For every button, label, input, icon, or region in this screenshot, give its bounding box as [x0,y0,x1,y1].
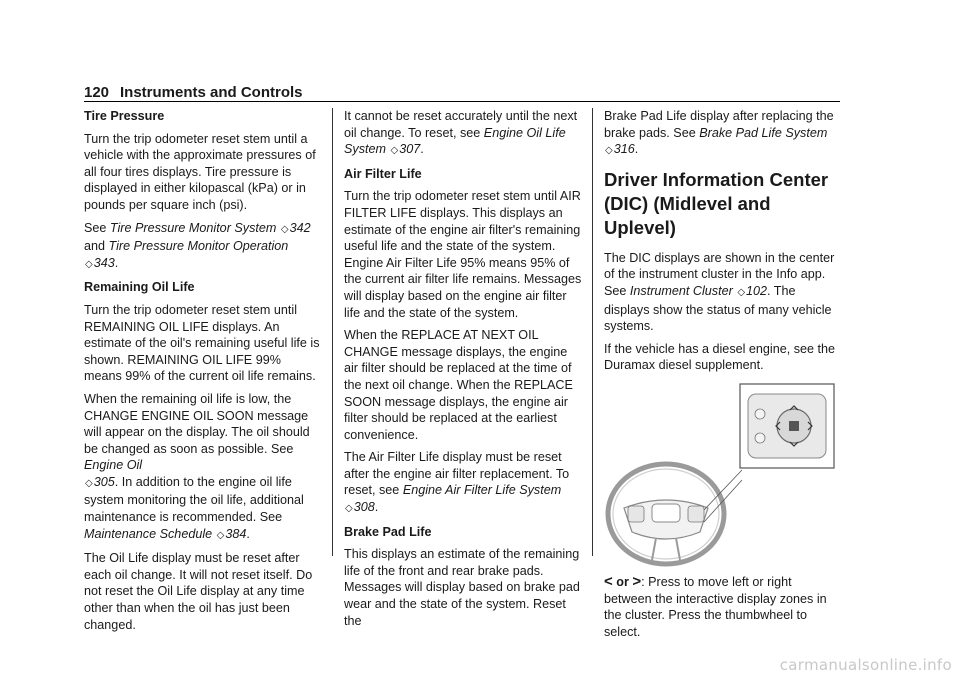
xref-page-307[interactable]: 307 [399,142,421,157]
brake-pad-text: This displays an estimate of the remaining life of the front and rear brake pads. Messages will display based on brake pad wear and the state of the system. Reset the [344,547,580,628]
left-chevron-icon: < [604,572,613,590]
xref-engine-air-filter-life-system[interactable]: Engine Air Filter Life System [402,483,562,498]
xref-arrow-icon: ◇ [280,223,289,235]
page-number: 120 [84,84,110,101]
xref-brake-pad-life-system[interactable]: Brake Pad Life System [699,125,828,140]
remaining-oil-life-heading: Remaining Oil Life [84,280,195,295]
right-chevron-icon: > [632,572,642,590]
brake-cont-text: Brake Pad Life display after replacing the brake pads. See [604,109,834,140]
xref-engine-oil-life-system[interactable]: Engine Oil Life System [344,125,566,157]
dic-text-2: If the vehicle has a diesel engine, see the Duramax diesel supplement. [604,341,836,373]
xref-arrow-icon: ◇ [345,503,353,515]
xref-page-308[interactable]: 308 [353,500,375,515]
air-text-3a: The Air Filter Life display must be reset after the engine air filter replacement. To reset, see [344,450,570,498]
steering-wheel-icon [604,380,842,570]
oil-text-2a: When the remaining oil life is low, the CHANGE ENGINE OIL SOON message will appear on the display. The oil should be changed as soon as possible. See [84,391,310,456]
oil-life-text-3: The Oil Life display must be reset after each oil change. It will not reset itself. Do not reset the Oil Life display at any time other than when the oil has just been changed. [84,551,313,632]
period: . [634,142,639,157]
xref-arrow-icon: ◇ [737,286,746,298]
xref-page-384[interactable]: 384 [225,526,247,541]
xref-page-342[interactable]: 342 [289,220,311,235]
watermark: carmanualsonline.info [779,656,952,674]
button-description-text: : Press to move left or right between the interactive display zones in the cluster. Press the thumbwheel to select. [604,574,827,639]
dic-text-1b: . The displays show the status of many vehicle systems. [604,283,832,334]
oil-text-2b: . In addition to the engine oil life system monitoring the oil life, additional maintenance is recommended. See [84,474,304,525]
page-header [84,80,840,102]
phone-button-icon [755,433,765,443]
oil-reset-paragraph [344,108,582,160]
right-spoke-buttons [688,506,704,522]
air-filter-text-2: When the REPLACE AT NEXT OIL CHANGE message displays, the engine air filter should be replaced at the time of the next oil change. When the REPLACE SOON message displays, the engine air filter should be replaced at the earliest convenience. [344,328,573,442]
period: . [374,500,379,515]
header-rule [84,101,840,102]
xref-engine-oil[interactable]: Engine Oil [84,458,143,473]
xref-page-102[interactable]: 102 [746,283,768,298]
xref-tire-pressure-monitor-operation[interactable]: Tire Pressure Monitor Operation [108,239,289,254]
dic-heading: Driver Information Center (DIC) (Midlevel and Uplevel) [604,168,829,238]
or-word: or [616,574,629,589]
period: . [114,255,119,270]
left-right-button-description [604,574,842,640]
oil-life-text-2 [84,391,322,544]
brake-pad-life-heading: Brake Pad Life [344,524,432,539]
xref-instrument-cluster[interactable]: Instrument Cluster [629,283,733,298]
xref-arrow-icon: ◇ [85,258,93,270]
voice-button-icon [755,409,765,419]
xref-arrow-icon: ◇ [605,145,613,157]
air-filter-text-3 [344,449,582,517]
column-divider [332,108,333,556]
steering-wheel-illustration [604,380,842,570]
thumbwheel-center [789,421,799,431]
xref-arrow-icon: ◇ [85,477,93,489]
period: . [420,142,424,157]
section-title: Instruments and Controls [120,84,303,101]
column-2 [344,108,582,635]
tire-pressure-heading: Tire Pressure [84,109,165,123]
tire-pressure-text: Turn the trip odometer reset stem until a vehicle with the approximate pressures of all four tires displays. Tire pressure is displayed in either kilopascal (kPa) or in pounds per square inch (psi). [84,131,316,212]
lower-spoke [652,538,680,560]
oil-reset-text: It cannot be reset accurately until the next oil change. To reset, see [344,109,578,140]
xref-arrow-icon: ◇ [390,145,399,157]
xref-tire-pressure-monitor-system[interactable]: Tire Pressure Monitor System [109,220,277,235]
period: . [246,526,250,541]
xref-arrow-icon: ◇ [216,529,225,541]
dic-text-1a: The DIC displays are shown in the center of the instrument cluster in the Info app. See [604,250,835,298]
air-filter-text-1: Turn the trip odometer reset stem until AIR FILTER LIFE displays. This displays an estimate of the engine air filter's remaining useful life and the state of the system. Engine Air Filter Life 95% means 95% of the current air filter life remains. Messages will display based on the engine air filter life and the state of the system. [344,189,582,320]
left-spoke-buttons [628,506,644,522]
and-word: and [84,239,109,254]
column-3 [604,108,842,646]
airbag-cover [652,504,680,522]
dic-text-1 [604,250,842,335]
xref-page-343[interactable]: 343 [93,255,115,270]
brake-pad-cont-paragraph [604,108,842,160]
tire-pressure-see-paragraph [84,220,322,274]
xref-page-316[interactable]: 316 [613,142,635,157]
xref-page-305[interactable]: 305 [93,474,115,489]
see-prefix: See [84,220,110,235]
column-1 [84,108,322,639]
oil-life-text-1: Turn the trip odometer reset stem until REMAINING OIL LIFE displays. An estimate of the oil's remaining useful life is shown. REMAINING OIL LIFE 99% means 99% of the current oil life remains. [84,302,320,384]
column-divider [592,108,593,556]
air-filter-life-heading: Air Filter Life [344,166,422,181]
xref-maintenance-schedule[interactable]: Maintenance Schedule [84,526,213,541]
